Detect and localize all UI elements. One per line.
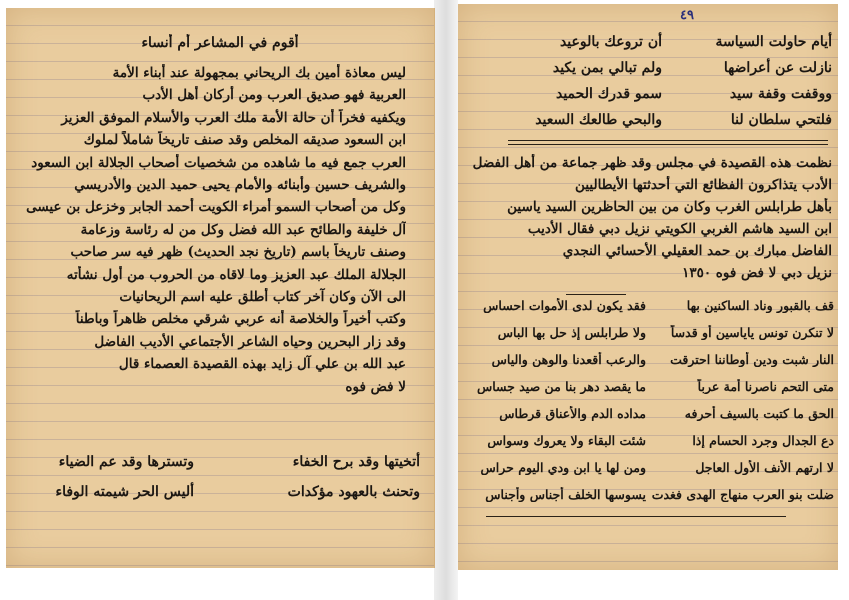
left-page-line: العرب جمع فيه ما شاهده من شخصيات أصحاب الجلالة ابن السعود <box>31 154 406 171</box>
left-page-line: وقد زار البحرين وحياه الشاعر الأجتماعي الأديب الفاضل <box>94 333 406 350</box>
verse-hemistich-left: وتسترها وقد عم الضياء <box>58 454 194 470</box>
verse-hemistich-right: ضلت بنو العرب منهاج الهدى فغدت <box>652 487 834 502</box>
verse-hemistich-left: أن تروعك بالوعيد <box>559 34 662 50</box>
right-page-line: ابن السيد هاشم الغربي الكويتي نزيل دبي فقال الأديب <box>527 221 832 237</box>
verse-hemistich-left: ما يقصد دهر بنا من صيد جساس <box>476 379 646 394</box>
right-page-line: نزيل دبي لا فض فوه ١٣٥٠ <box>682 265 832 281</box>
verse-hemistich-right: فلتحي سلطان لنا <box>730 112 832 128</box>
verse-hemistich-left: والبحي طالعك السعيد <box>535 112 662 128</box>
left-page-line: آل خليفة والطائح عبد الله فضل وكل من له رئاسة وزعامة <box>80 221 406 238</box>
verse-hemistich-right: ووقفت وقفة سيد <box>729 86 832 102</box>
left-page-line: لا فض فوه <box>345 378 406 395</box>
verse-hemistich-right: أتخيتها وقد برح الخفاء <box>292 454 420 470</box>
left-page-line: عبد الله بن علي آل زايد بهذه القصيدة العصماء قال <box>118 356 406 373</box>
verse-hemistich-left: أليس الحر شيمته الوفاء <box>55 484 194 500</box>
left-page <box>6 8 435 568</box>
left-page-line: وكتب أخيراً والخلاصة أنه عربي شرقي مخلص ظاهراً وباطناً <box>75 311 406 328</box>
left-page-line: الجلالة الملك عبد العزيز وما لاقاه من الحروب من أول نشأته <box>66 266 406 283</box>
left-page-line: الى الآن وكان آخر كتاب أطلق عليه اسم الريحانيات <box>119 289 406 305</box>
verse-hemistich-right: دع الجدال وجرد الحسام إذا <box>692 433 834 448</box>
verse-separator-rule <box>508 140 828 145</box>
verse-hemistich-left: والرعب أقعدنا والوهن والياس <box>491 352 646 367</box>
verse-hemistich-left: ومن لها يا ابن ودي اليوم حراس <box>480 460 646 475</box>
right-page-line: الفاضل مبارك بن حمد العقيلي الأحسائي النجدي <box>562 243 832 259</box>
verse-hemistich-right: النار شبت ودين أوطاننا احترقت <box>670 352 834 367</box>
left-page-line: وصنف تاريخاً باسم (تاريخ نجد الحديث) ظهر فيه سر صاحب <box>70 244 406 261</box>
verse-hemistich-left: فقد يكون لدى الأموات احساس <box>483 298 646 313</box>
verse-hemistich-right: لا تنكرن تونس ياياسين أو قدساً <box>670 325 834 340</box>
verse-hemistich-left: سمو قدرك الحميد <box>555 86 662 102</box>
poem-end-rule <box>486 516 786 517</box>
verse-hemistich-left: ولم تبالي بمن يكيد <box>552 60 662 76</box>
left-page-line: ابن السعود صديقه المخلص وقد صنف تاريخاً شاملاً لملوك <box>83 132 406 149</box>
left-page-line: وكل من أصحاب السمو أمراء الكويت أحمد الجابر وخزعل بن عيسى <box>26 199 406 216</box>
left-page-title: أقوم في المشاعر أم أنساء <box>141 35 299 51</box>
page-number: ٤٩ <box>680 8 694 23</box>
verse-hemistich-left: ولا طرابلس إذ حل بها الباس <box>497 325 646 340</box>
verse-hemistich-right: قف بالقبور وناد الساكنين بها <box>686 298 834 313</box>
left-page-line: ويكفيه فخراً أن حالة الأمة ملك العرب والأسلام الموفق العزيز <box>61 109 406 126</box>
verse-hemistich-right: لا ارتهم الأنف الأول العاجل <box>695 460 834 475</box>
verse-hemistich-left: مداده الدم والأعناق قرطاس <box>499 406 646 421</box>
verse-hemistich-left: شئت البقاء ولا يعروك وسواس <box>487 433 646 448</box>
prose-end-rule <box>566 294 626 295</box>
verse-hemistich-right: الحق ما كتبت بالسيف أحرفه <box>684 406 834 421</box>
verse-hemistich-right: متى التحم ناصرنا أمة عرباً <box>697 379 834 394</box>
left-page-line: والشريف حسين وأبنائه والأمام يحيى حميد الدين والأدريسي <box>74 177 406 193</box>
right-page-line: بأهل طرابلس الغرب وكان من بين الحاظرين السيد ياسين <box>507 199 832 215</box>
right-page-line: نظمت هذه القصيدة في مجلس وقد ظهر جماعة من أهل الفضل <box>472 155 832 171</box>
verse-hemistich-right: أيام حاولت السياسة <box>715 34 832 50</box>
page-gutter <box>434 0 458 600</box>
verse-hemistich-right: نازلت عن أعراضها <box>723 60 832 76</box>
left-page-line: ليس معاذة أمين بك الريحاني بمجهولة عند أبناء الأمة <box>112 65 406 81</box>
right-page <box>458 4 838 570</box>
left-page-line: العربية فهو صديق العرب ومن أركان أهل الأدب <box>142 87 406 104</box>
verse-hemistich-left: يسوسها الخلف أجناس وأجناس <box>485 487 646 502</box>
verse-hemistich-right: وتحنث بالعهود مؤكدات <box>287 484 420 500</box>
right-page-line: الأدب يتذاكرون الفظائع التي أحدثتها الأيطاليين <box>575 177 832 193</box>
